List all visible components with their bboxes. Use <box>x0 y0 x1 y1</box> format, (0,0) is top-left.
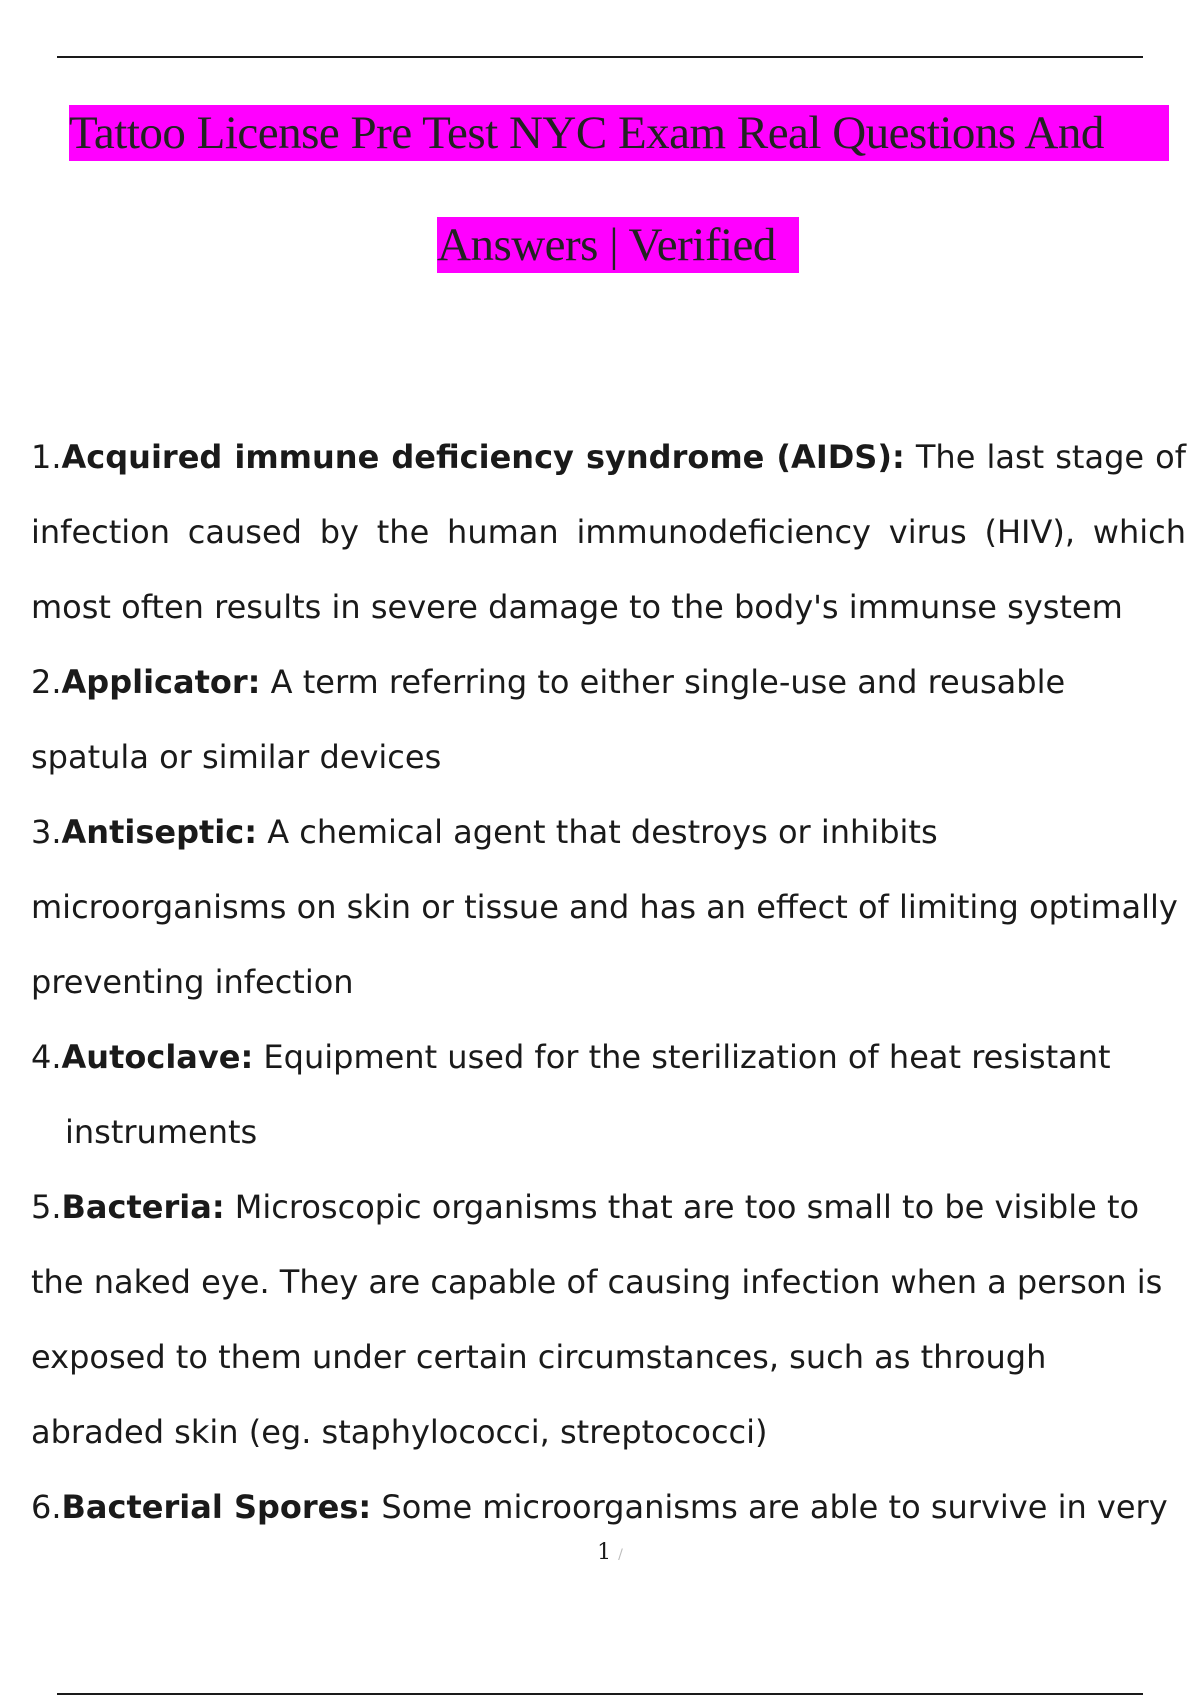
item-definition: Some microorganisms are able to survive in very <box>381 1488 1168 1526</box>
item-term: Antiseptic: <box>61 813 258 851</box>
bottom-rule <box>57 1693 1143 1695</box>
item-number: 2. <box>31 663 62 701</box>
definition-list <box>31 420 1186 1545</box>
item-number: 4. <box>31 1038 62 1076</box>
item-number: 6. <box>31 1488 62 1526</box>
page-number-suffix: / <box>618 1547 623 1563</box>
item-definition-continuation: instruments <box>65 1113 258 1151</box>
item-definition: A chemical agent that destroys or inhibits microorganisms on skin or tissue and has an effect of limiting optimally preventing infection <box>31 813 1178 1001</box>
item-term: Bacteria: <box>61 1188 225 1226</box>
item-term: Autoclave: <box>61 1038 254 1076</box>
list-item <box>31 420 1186 645</box>
list-item <box>31 1020 1186 1170</box>
list-item <box>31 1170 1186 1470</box>
item-number: 5. <box>31 1188 62 1226</box>
item-definition: The last stage of infection caused by the human immunodeficiency virus (HIV), which most often results in severe damage to the body's immunse system <box>31 438 1187 626</box>
item-definition: Microscopic organisms that are too small to be visible to the naked eye. They are capable of causing infection when a person is exposed to them under certain circumstances, such as through abraded skin (eg. staphylococci, streptococci) <box>31 1188 1163 1451</box>
top-rule <box>57 56 1143 58</box>
page-number-value: 1 <box>597 1540 612 1565</box>
page-number <box>0 1540 1200 1565</box>
item-term: Bacterial Spores: <box>61 1488 372 1526</box>
item-term: Applicator: <box>61 663 261 701</box>
item-definition: Equipment used for the sterilization of heat resistant <box>263 1038 1111 1076</box>
item-number: 3. <box>31 813 62 851</box>
list-item <box>31 795 1186 1020</box>
list-item <box>31 645 1186 795</box>
item-number: 1. <box>31 438 62 476</box>
item-definition: A term referring to either single-use and reusable spatula or similar devices <box>31 663 1066 776</box>
item-term: Acquired immune deficiency syndrome (AIDS): <box>61 438 905 476</box>
title-line-2: Answers | Verified <box>437 217 799 273</box>
list-item <box>31 1470 1186 1545</box>
title-line-1: Tattoo License Pre Test NYC Exam Real Questions And <box>69 105 1169 161</box>
